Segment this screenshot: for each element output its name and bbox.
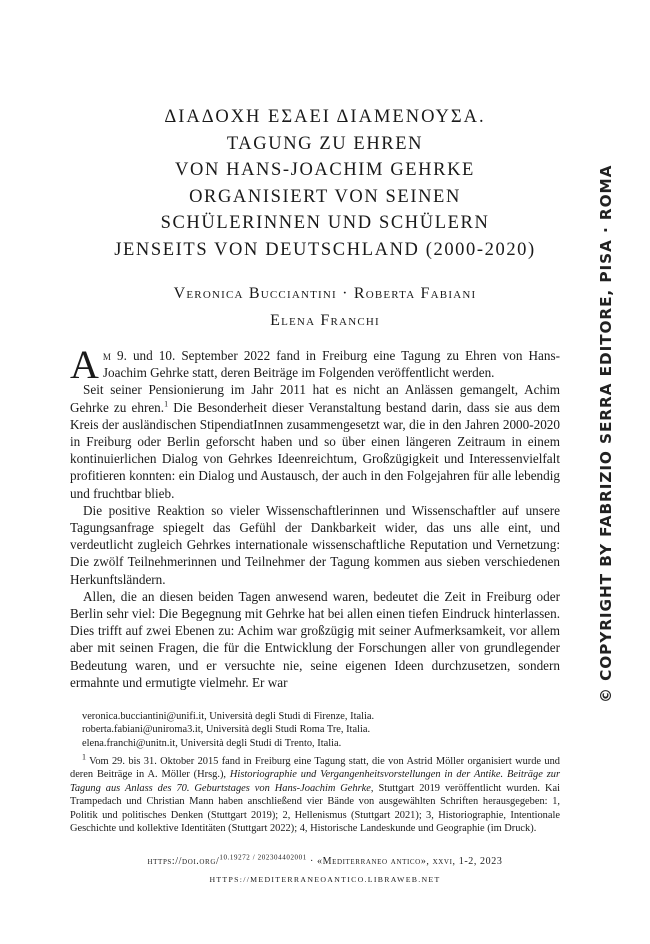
- footnote-ref[interactable]: 1: [164, 399, 169, 409]
- footnote-text: Vom 29. bis 31. Oktober 2015 fand in Freiburg eine Tagung statt, die von Astrid Möller organisiert wurde und deren Beiträge in A. Möller (Hrsg.),: [70, 756, 560, 781]
- title-line: SCHÜLERINNEN UND SCHÜLERN: [160, 213, 490, 234]
- paragraph: Die positive Reaktion so vieler Wissenschaftlerinnen und Wissenschaftler auf unsere Tagungsanfrage spiegelt das Gefühl der Dankbarkeit wider, das uns alle eint, und verdeutlicht zugleich Gehrkes internationale wissenschaftliche Reputation und Vernetzung: Die zwölf Teilnehmerinnen und Teilnehmer der Tagung kommen aus sieben verschiedenen Herkunftsländern.: [70, 502, 560, 587]
- journal-url[interactable]: HTTPS://MEDITERRANEOANTICO.LIBRAWEB.NET: [209, 875, 441, 884]
- contact-line: roberta.fabiani@uniroma3.it, Università degli Studi Roma Tre, Italia.: [82, 724, 371, 736]
- title-line: VON HANS-JOACHIM GEHRKE: [175, 160, 475, 181]
- author-list: [70, 280, 580, 334]
- paragraph: [70, 381, 560, 501]
- paragraph-text: 9. und 10. September 2022 fand in Freiburg eine Tagung zu Ehren von Hans-Joachim Gehrke statt, deren Beiträge im Folgenden veröffentlicht werden.: [102, 348, 560, 381]
- paragraph: [70, 342, 560, 387]
- contact-line: veronica.bucciantini@unifi.it, Università degli Studi di Firenze, Italia.: [82, 711, 375, 722]
- footer-separator: ·: [306, 856, 317, 867]
- paragraph: Allen, die an diesen beiden Tagen anwesend waren, bedeutet die Zeit in Freiburg oder Berlin sehr viel: Die Begegnung mit Gehrke hat bei allen einen tiefen Eindruck hinterlassen. Dies trifft auf zwei Ebenen zu: Achim war großzügig mit seiner Aufmerksamkeit, vor allem aber mit seinen Fragen, die für die Entwicklung der Forschungen aller von grundlegender Bedeutung waren, und er versuchte nie, seine eigenen Ideen durchzusetzen, sondern ermahnte und ermutigte vielmehr. Er war: [70, 588, 560, 690]
- copyright-notice: [597, 165, 615, 703]
- doi-footer: [70, 853, 580, 867]
- footnote-italic: Historiographie und Vergangenheitsvorstellungen in der Antike. Beiträge zur Tagung aus Anlass des 70. Geburtstages von Hans-Joachim Gehrke: [70, 769, 560, 794]
- footnote-text: , Stuttgart 2019 veröffentlicht wurden. Kai Trampedach und Christian Mann haben anschließend vier Bände von ausgewählten Schriften herausgegeben: 1, Politik und politisches Denken (Stuttgart 2019); 2, Hellenismus (Stuttgart 2021); 3, Historiographie, Intentionale Geschichte und kollektive Identitäten (Stuttgart 2022); 4, Historische Landeskunde und Geographie (im Druck).: [70, 782, 560, 835]
- title-line: JENSEITS VON DEUTSCHLAND (2000-2020): [114, 239, 536, 260]
- copyright-text: COPYRIGHT BY FABRIZIO SERRA EDITORE, PISA · ROMA: [597, 164, 615, 688]
- drop-cap: A: [70, 342, 99, 387]
- paragraph-text: Die Besonderheit dieser Veranstaltung bestand darin, dass sie aus dem Kreis der ausländischen StipendiatInnen zusammengesetzt war, die in den Jahren 2000-2020 in Freiburg oder Berlin geforscht haben und so über einen längeren Zeitraum in einem kontinuierlichen Dialog von Gehrkes Ideenreichtum, Großzügigkeit und Interessenvielfalt profitieren konnten: ein Dialog und Austausch, der auch in den Folgejahren für alle lebendig und fruchtbar blieb.: [70, 399, 560, 501]
- doi-suffix[interactable]: 10.19272 / 202304402001: [219, 853, 307, 862]
- journal-citation: «Mediterraneo antico», xxvi, 1-2, 2023: [317, 856, 503, 867]
- authors-line-2: Elena Franchi: [270, 312, 380, 329]
- author-contacts: [82, 710, 374, 750]
- article-title: [70, 104, 580, 264]
- title-line: TAGUNG ZU EHREN: [226, 133, 424, 154]
- title-line-greek: ΔΙΑΔΟΧΗ ΕΣΑΕΙ ΔΙΑΜΕΝΟΥΣΑ.: [164, 107, 486, 127]
- paragraph-text: Seit seiner Pensionierung im Jahr 2011 hat es nicht an Anlässen gemangelt, Achim Gehrke zu ehren.: [70, 382, 560, 415]
- contact-line: elena.franchi@unitn.it, Università degli Studi di Trento, Italia.: [82, 737, 342, 749]
- copyright-icon: ©: [597, 687, 615, 703]
- doi-link[interactable]: https://doi.org/: [147, 856, 220, 867]
- authors-line-1: Veronica Bucciantini · Roberta Fabiani: [173, 285, 477, 302]
- body-text: [70, 342, 560, 691]
- footnote: [70, 752, 560, 835]
- footnote-number: 1: [82, 752, 86, 762]
- lead-in: m: [102, 348, 111, 363]
- title-line: ORGANISIERT VON SEINEN: [189, 186, 461, 207]
